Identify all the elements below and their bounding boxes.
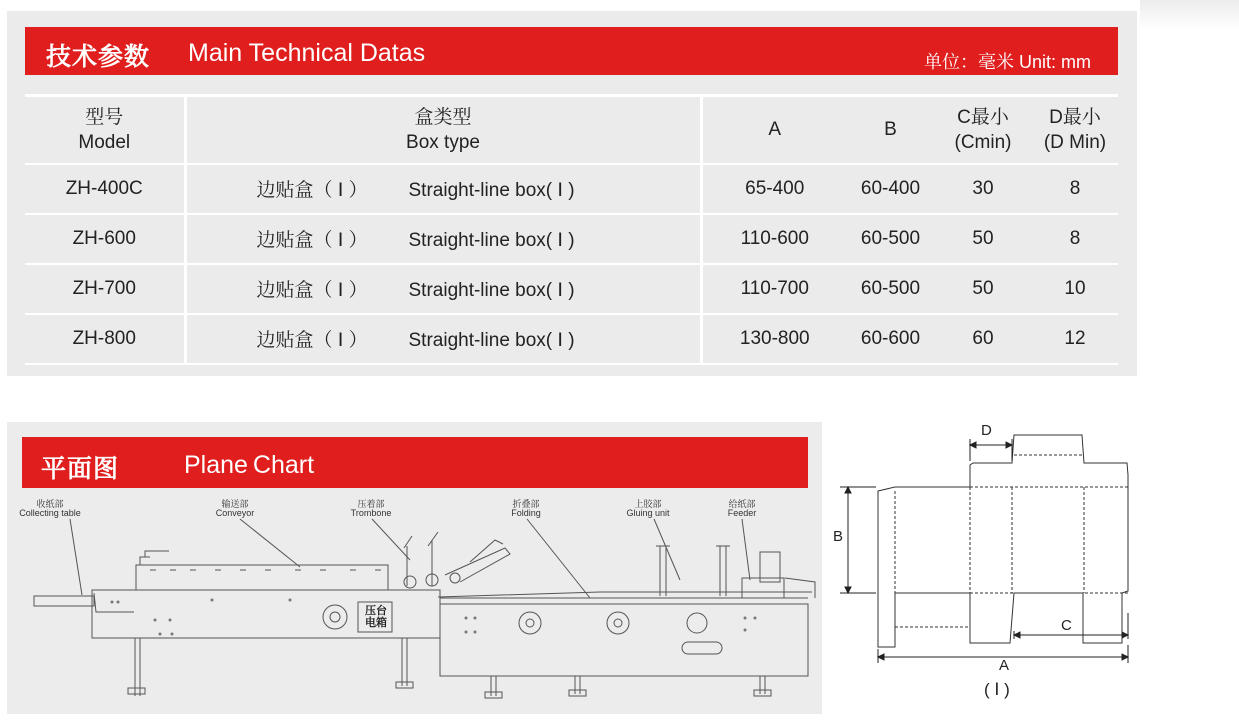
label-collecting-table: 收纸部 Collecting table (19, 499, 81, 518)
cell-box-type: 边贴盒（ Ⅰ ） Straight-line box( Ⅰ ) (185, 314, 701, 364)
cell-a: 65-400 (745, 177, 805, 199)
cell-model: ZH-600 (25, 214, 185, 264)
cell-c: 60 (972, 327, 994, 349)
header-box-type: 盒类型 Box type (185, 96, 701, 164)
cell-c: 50 (972, 277, 994, 299)
unit-label: 单位：毫米 Unit: mm (923, 52, 1091, 72)
label-trombone: 压着部 Trombone (350, 499, 392, 518)
diagram-caption: ( Ⅰ ) (984, 680, 1010, 699)
cell-d: 8 (1069, 227, 1081, 249)
cell-a: 110-600 (740, 227, 809, 249)
header-b: B (884, 118, 897, 140)
tech-title-en: Main Technical Datas (188, 39, 426, 67)
cell-d: 12 (1064, 327, 1086, 349)
cell-box-type: 边贴盒（ Ⅰ ） Straight-line box( Ⅰ ) (185, 164, 701, 214)
cell-model: ZH-800 (25, 314, 185, 364)
top-shadow (1140, 0, 1239, 30)
cell-d: 8 (1069, 177, 1081, 199)
cell-box-type: 边贴盒（ Ⅰ ） Straight-line box( Ⅰ ) (185, 264, 701, 314)
cell-b: 60-500 (860, 277, 921, 299)
cell-model: ZH-700 (25, 264, 185, 314)
cell-b: 60-500 (860, 227, 921, 249)
header-d: D最小 (D Min) (1043, 106, 1107, 153)
cell-d: 10 (1064, 277, 1086, 299)
header-c: C最小 (Cmin) (954, 106, 1012, 153)
plane-title-en: Plane Chart (184, 451, 315, 479)
label-conveyor: 输送部 Conveyor (215, 499, 255, 518)
header-model: 型号 Model (25, 96, 185, 164)
label-gluing-unit: 上胶部 Gluing unit (626, 499, 670, 518)
header-a: A (768, 118, 782, 140)
cell-box-type: 边贴盒（ Ⅰ ） Straight-line box( Ⅰ ) (185, 214, 701, 264)
cell-b: 60-400 (860, 177, 921, 199)
box-dimension-diagram (830, 415, 1139, 715)
label-feeder: 给纸部 Feeder (727, 499, 757, 518)
dim-a-label: A (999, 657, 1010, 674)
cell-b: 60-600 (860, 327, 921, 349)
dim-c-label: C (1061, 617, 1072, 634)
tech-title-cn: 技术参数 (46, 43, 151, 71)
dim-b-label: B (833, 528, 844, 545)
cell-model: ZH-400C (25, 164, 185, 214)
dim-d-label: D (981, 422, 992, 439)
cell-a: 110-700 (740, 277, 809, 299)
electric-box-label: 压台电箱 (365, 605, 387, 629)
cell-c: 50 (972, 227, 994, 249)
label-folding: 折叠部 Folding (511, 499, 541, 518)
cell-a: 130-800 (739, 327, 810, 349)
plane-title-cn: 平面图 (41, 455, 120, 483)
cell-c: 30 (972, 177, 994, 199)
